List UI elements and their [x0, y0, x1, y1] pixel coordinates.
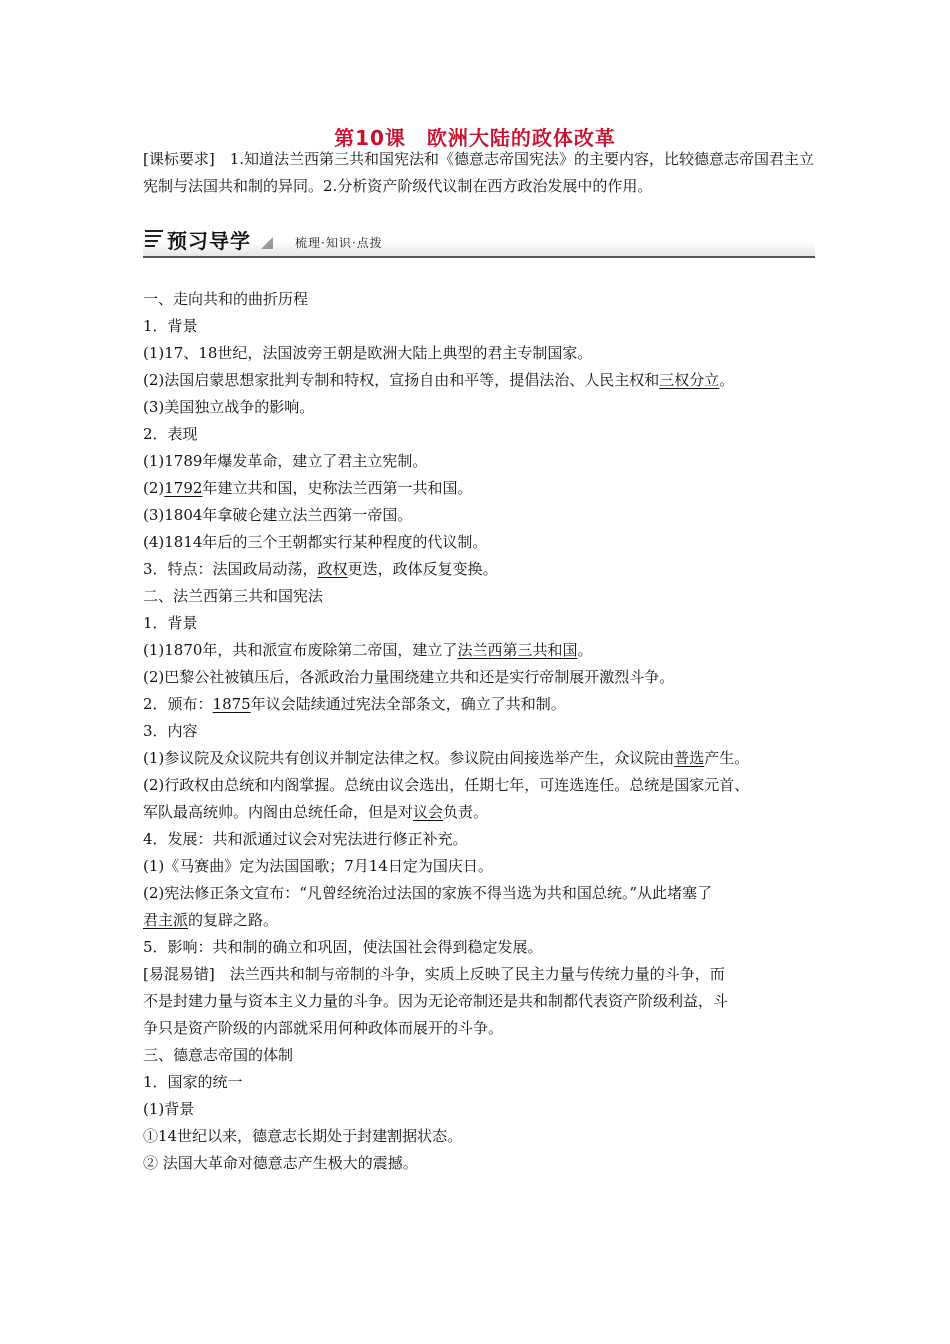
- text-segment: (4)1814年后的三个王朝都实行某种程度的代议制。: [143, 533, 488, 551]
- text-line: [143, 475, 815, 502]
- text-line: [143, 691, 815, 718]
- text-line: [143, 502, 815, 529]
- text-segment: [易混易错] 法兰西共和制与帝制的斗争，实质上反映了民主力量与传统力量的斗争，而: [143, 965, 725, 983]
- text-line: [143, 1096, 815, 1123]
- text-segment: (1)参议院及众议院共有创议并制定法律之权。参议院由间接选举产生，众议院由: [143, 749, 675, 767]
- text-line: [143, 556, 815, 583]
- text-line: [143, 907, 815, 934]
- text-segment: 产生。: [704, 749, 750, 767]
- text-segment: 1．背景: [143, 317, 198, 335]
- text-segment: ①14世纪以来，德意志长期处于封建割据状态。: [143, 1127, 463, 1145]
- text-line: [143, 772, 815, 799]
- text-segment: (1)《马赛曲》定为法国国歌；7月14日定为国庆日。: [143, 857, 493, 875]
- text-segment: 年议会陆续通过宪法全部条文，确立了共和制。: [250, 695, 566, 713]
- text-line: [143, 313, 815, 340]
- text-segment: (2): [143, 479, 165, 497]
- text-line: [143, 448, 815, 475]
- underlined-term: 1875: [212, 695, 251, 713]
- text-line: [143, 853, 815, 880]
- section-banner: [143, 222, 815, 258]
- text-segment: 2．表现: [143, 425, 198, 443]
- text-line: [143, 340, 815, 367]
- text-segment: (1)17、18世纪，法国波旁王朝是欧洲大陆上典型的君主专制国家。: [143, 344, 593, 362]
- lesson-title: 第10课 欧洲大陆的政体改革: [334, 126, 616, 150]
- text-line: [143, 718, 815, 745]
- text-segment: 更迭，政体反复变换。: [347, 560, 498, 578]
- text-segment: 的复辟之路。: [188, 911, 279, 929]
- text-segment: (2)巴黎公社被镇压后，各派政治力量围绕建立共和还是实行帝制展开激烈斗争。: [143, 668, 675, 686]
- text-line: [143, 826, 815, 853]
- banner-title: 预习导学: [167, 229, 251, 253]
- text-line: [143, 1069, 815, 1096]
- text-segment: 。: [719, 371, 735, 389]
- text-segment: 争只是资产阶级的内部就采用何种政体而展开的斗争。: [143, 1019, 504, 1037]
- text-segment: 军队最高统帅。内阁由总统任命，但是对: [143, 803, 414, 821]
- text-line: [143, 934, 815, 961]
- content-body: [143, 286, 815, 1177]
- underlined-term: 君主派: [143, 911, 189, 929]
- text-segment: 一、走向共和的曲折历程: [143, 290, 309, 308]
- text-segment: 不是封建力量与资本主义力量的斗争。因为无论帝制还是共和制都代表资产阶级利益，斗: [143, 992, 729, 1010]
- text-line: [143, 1123, 815, 1150]
- text-line: [143, 961, 815, 988]
- text-line: [143, 610, 815, 637]
- text-segment: 三、德意志帝国的体制: [143, 1046, 294, 1064]
- text-segment: (2)宪法修正条文宣布：“凡曾经统治过法国的家族不得当选为共和国总统。”从此堵塞了: [143, 884, 713, 902]
- text-segment: 5．影响：共和制的确立和巩固，使法国社会得到稳定发展。: [143, 938, 543, 956]
- text-segment: 2．颁布：: [143, 695, 213, 713]
- text-line: [143, 880, 815, 907]
- text-line: [143, 367, 815, 394]
- text-line: [143, 394, 815, 421]
- text-line: [143, 1042, 815, 1069]
- text-line: [143, 286, 815, 313]
- underlined-term: 普选: [674, 749, 705, 767]
- text-segment: (1)1789年爆发革命，建立了君主立宪制。: [143, 452, 428, 470]
- underlined-term: 政权: [317, 560, 348, 578]
- text-line: [143, 1150, 815, 1177]
- text-line: [143, 745, 815, 772]
- text-segment: 3．特点：法国政局动荡，: [143, 560, 318, 578]
- text-line: [143, 583, 815, 610]
- text-segment: 1．背景: [143, 614, 198, 632]
- text-segment: (2)行政权由总统和内阁掌握。总统由议会选出，任期七年，可连选连任。总统是国家元首、: [143, 776, 750, 794]
- text-line: [143, 529, 815, 556]
- banner-subtitle: 梳理·知识·点拨: [295, 236, 383, 250]
- text-line: [143, 637, 815, 664]
- text-segment: 二、法兰西第三共和国宪法: [143, 587, 324, 605]
- curriculum-requirement: [课标要求] 1.知道法兰西第三共和国宪法和《德意志帝国宪法》的主要内容，比较德意志帝国君主立宪制与法国共和制的异同。2.分析资产阶级代议制在西方政治发展中的作用。: [143, 150, 815, 195]
- text-segment: (1)背景: [143, 1100, 195, 1118]
- text-line: [143, 988, 815, 1015]
- text-segment: (3)1804年拿破仑建立法兰西第一帝国。: [143, 506, 413, 524]
- text-line: [143, 664, 815, 691]
- text-segment: 4．发展：共和派通过议会对宪法进行修正补充。: [143, 830, 468, 848]
- text-segment: (3)美国独立战争的影响。: [143, 398, 315, 416]
- text-segment: 1．国家的统一: [143, 1073, 243, 1091]
- text-line: [143, 1015, 815, 1042]
- text-line: [143, 799, 815, 826]
- text-segment: 。: [577, 641, 593, 659]
- text-segment: ② 法国大革命对德意志产生极大的震撼。: [143, 1154, 418, 1172]
- text-segment: 负责。: [443, 803, 489, 821]
- underlined-term: 法兰西第三共和国: [457, 641, 578, 659]
- underlined-term: 1792: [164, 479, 203, 497]
- banner-triangle-icon: [261, 237, 273, 249]
- text-segment: 年建立共和国，史称法兰西第一共和国。: [202, 479, 473, 497]
- text-segment: (2)法国启蒙思想家批判专制和特权，宣扬自由和平等，提倡法治、人民主权和: [143, 371, 660, 389]
- underlined-term: 议会: [413, 803, 444, 821]
- text-segment: (1)1870年，共和派宣布废除第二帝国，建立了: [143, 641, 458, 659]
- underlined-term: 三权分立: [659, 371, 720, 389]
- text-line: [143, 421, 815, 448]
- banner-stripes-icon: [145, 230, 163, 246]
- text-segment: 3．内容: [143, 722, 198, 740]
